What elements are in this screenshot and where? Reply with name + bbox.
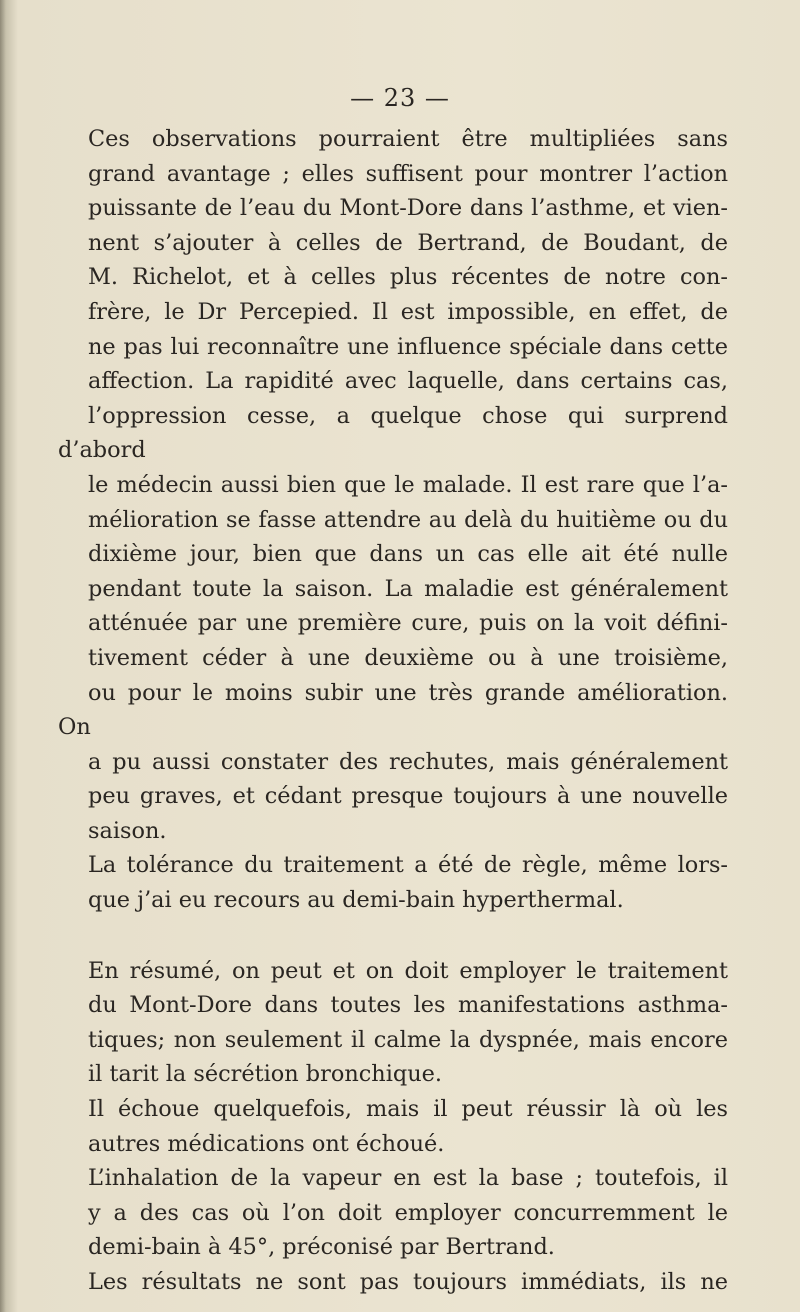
text-line: demi-bain à 45°, préconisé par Bertrand. bbox=[88, 1234, 555, 1261]
text-line: affection. La rapidité avec laquelle, dans certains cas, bbox=[88, 368, 728, 395]
text-line: il tarit la sécrétion bronchique. bbox=[88, 1061, 442, 1088]
text-line: saison. bbox=[88, 817, 167, 844]
paragraph bbox=[58, 1092, 728, 1161]
paragraph bbox=[58, 848, 728, 917]
text-line: y a des cas où l’on doit employer concurremment le bbox=[88, 1199, 728, 1226]
text-line: tiques; non seulement il calme la dyspnée, mais encore bbox=[88, 1026, 728, 1053]
body-text bbox=[58, 122, 728, 1300]
text-line: M. Richelot, et à celles plus récentes de notre con- bbox=[88, 264, 728, 291]
page-number: — 23 — bbox=[350, 84, 450, 112]
text-line: le médecin aussi bien que le malade. Il est rare que l’a- bbox=[88, 471, 728, 498]
paragraph bbox=[58, 1265, 728, 1300]
text-line: dixième jour, bien que dans un cas elle ait été nulle bbox=[88, 541, 728, 568]
text-line: mélioration se fasse attendre au delà du huitième ou du bbox=[88, 506, 728, 533]
paragraph bbox=[58, 1161, 728, 1265]
text-line: du Mont-Dore dans toutes les manifestations asthma- bbox=[88, 992, 728, 1019]
text-line: pendant toute la saison. La maladie est généralement bbox=[88, 575, 728, 602]
text-line: Ces observations pourraient être multipliées sans bbox=[88, 126, 728, 152]
text-line: frère, le Dr Percepied. Il est impossible, en effet, de bbox=[88, 298, 728, 325]
paragraph bbox=[58, 954, 728, 1092]
text-line: nent s’ajouter à celles de Bertrand, de Boudant, de bbox=[88, 229, 728, 256]
text-line: En résumé, on peut et on doit employer le traitement bbox=[88, 957, 728, 984]
text-line: puissante de l’eau du Mont-Dore dans l’asthme, et vien- bbox=[88, 195, 728, 222]
text-line: peu graves, et cédant presque toujours à une nouvelle bbox=[88, 783, 728, 810]
text-line: La tolérance du traitement a été de règle, même lors- bbox=[88, 852, 728, 879]
text-line: grand avantage ; elles suffisent pour montrer l’action bbox=[88, 160, 728, 187]
text-line: l’oppression cesse, a quelque chose qui surprend d’abord bbox=[58, 402, 728, 464]
text-line: Il échoue quelquefois, mais il peut réussir là où les bbox=[88, 1096, 728, 1123]
paragraph bbox=[58, 122, 728, 848]
text-line: atténuée par une première cure, puis on la voit défini- bbox=[88, 610, 728, 637]
text-line: Les résultats ne sont pas toujours immédiats, ils ne bbox=[88, 1269, 728, 1295]
text-line: que j’ai eu recours au demi-bain hyperthermal. bbox=[88, 887, 624, 914]
text-line: ne pas lui reconnaître une influence spéciale dans cette bbox=[88, 333, 728, 360]
paragraph-gap bbox=[58, 918, 728, 954]
text-line: L’inhalation de la vapeur en est la base ; toutefois, il bbox=[88, 1165, 728, 1192]
text-line: autres médications ont échoué. bbox=[88, 1130, 445, 1157]
text-line: tivement céder à une deuxième ou à une troisième, bbox=[88, 644, 728, 671]
text-line: ou pour le moins subir une très grande amélioration. On bbox=[58, 679, 728, 741]
text-line: a pu aussi constater des rechutes, mais généralement bbox=[88, 748, 728, 775]
